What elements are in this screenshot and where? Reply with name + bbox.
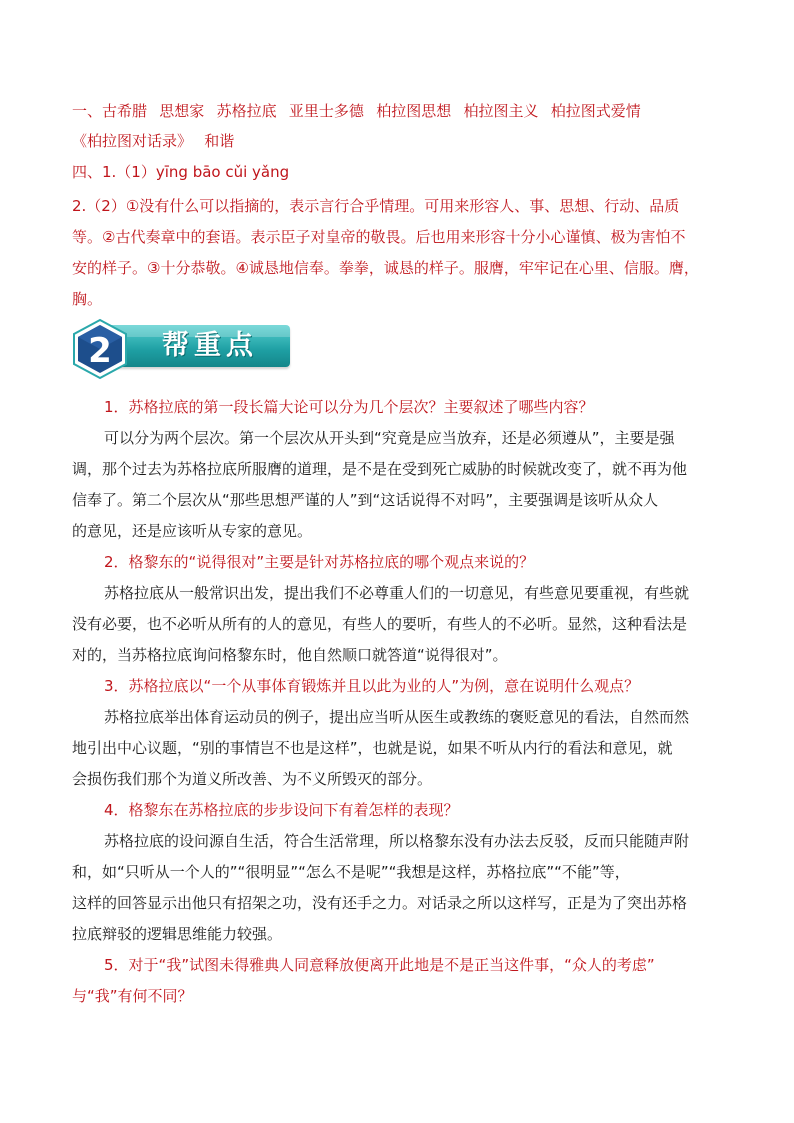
term: 柏拉图思想 (376, 102, 452, 120)
answer-line-4: 2.（2）①没有什么可以指摘的，表示言行合乎情理。可用来形容人、事、思想、行动、品质 (72, 197, 680, 215)
answer-1-line: 调，那个过去为苏格拉底所服膺的道理，是不是在受到死亡威胁的时候就改变了，就不再为他 (72, 460, 688, 478)
answer-line-6: 安的样子。③十分恭敬。④诚恳地信奉。拳拳，诚恳的样子。服膺，牢牢记在心里、信服。膺， (72, 259, 699, 277)
answer-4-line: 这样的回答显示出他只有招架之功，没有还手之力。对话录之所以这样写，正是为了突出苏格 (72, 894, 688, 912)
answer-4-line: 苏格拉底的设问源自生活，符合生活常理，所以格黎东没有办法去反驳，反而只能随声附 (104, 832, 690, 850)
answer-2-line: 没有必要，也不必听从所有的人的意见，有些人的要听，有些人的不必听。显然，这种看法是 (72, 615, 688, 633)
answer-line-7: 胸。 (72, 290, 103, 308)
term: 一、古希腊 (72, 102, 148, 120)
answer-3-line: 会损伤我们那个为道义所改善、为不义所毁灭的部分。 (72, 770, 433, 788)
answer-line-5: 等。②古代奏章中的套语。表示臣子对皇帝的敬畏。后也用来形容十分小心谨慎、极为害怕不 (72, 228, 686, 246)
question-2: 2．格黎东的“说得很对”主要是针对苏格拉底的哪个观点来说的？ (104, 553, 535, 571)
answer-3-line: 苏格拉底举出体育运动员的例子，提出应当听从医生或教练的褒贬意见的看法，自然而然 (104, 708, 690, 726)
term: 思想家 (159, 102, 205, 120)
answer-4-line: 拉底辩驳的逻辑思维能力较强。 (72, 925, 283, 943)
answer-1-line: 可以分为两个层次。第一个层次从开头到“究竟是应当放弃，还是必须遵从”，主要是强 (104, 429, 675, 447)
answer-line-2 (72, 131, 722, 151)
term: 和谐 (204, 132, 235, 150)
hexagon-number-icon (70, 318, 130, 380)
banner-title: 帮重点 (162, 330, 258, 361)
banner-number: 2 (88, 331, 112, 371)
question-4: 4．格黎东在苏格拉底的步步设问下有着怎样的表现？ (104, 801, 459, 819)
term: 柏拉图主义 (463, 102, 539, 120)
answer-2-line: 苏格拉底从一般常识出发，提出我们不必尊重人们的一切意见，有些意见要重视，有些就 (104, 584, 690, 602)
answer-4-line: 和，如“只听从一个人的”“很明显”“怎么不是呢”“我想是这样，苏格拉底”“不能”等， (72, 863, 630, 881)
question-5-cont: 与“我”有何不同？ (72, 987, 193, 1005)
answer-3-line: 地引出中心议题，“别的事情岂不也是这样”，也就是说，如果不听从内行的看法和意见，就 (72, 739, 673, 757)
term: 柏拉图式爱情 (550, 102, 641, 120)
answer-line-1 (72, 101, 722, 121)
answer-1-line: 的意见，还是应该听从专家的意见。 (72, 522, 313, 540)
question-3: 3．苏格拉底以“一个从事体育锻炼并且以此为业的人”为例，意在说明什么观点？ (104, 677, 640, 695)
term: 《柏拉图对话录》 (72, 132, 193, 150)
term: 苏格拉底 (216, 102, 277, 120)
question-5: 5．对于“我”试图未得雅典人同意释放便离开此地是不是正当这件事，“众人的考虑” (104, 956, 655, 974)
answer-2-line: 对的，当苏格拉底询问格黎东时，他自然顺口就答道“说得很对”。 (72, 646, 508, 664)
answer-line-3: 四、1.（1）yīng bāo cǔi yǎng (72, 163, 290, 181)
section-banner (70, 322, 292, 380)
answer-1-line: 信奉了。第二个层次从“那些思想严谨的人”到“这话说得不对吗”，主要强调是该听从众人 (72, 491, 659, 509)
question-1: 1．苏格拉底的第一段长篇大论可以分为几个层次？主要叙述了哪些内容？ (104, 398, 594, 416)
term: 亚里士多德 (288, 102, 364, 120)
